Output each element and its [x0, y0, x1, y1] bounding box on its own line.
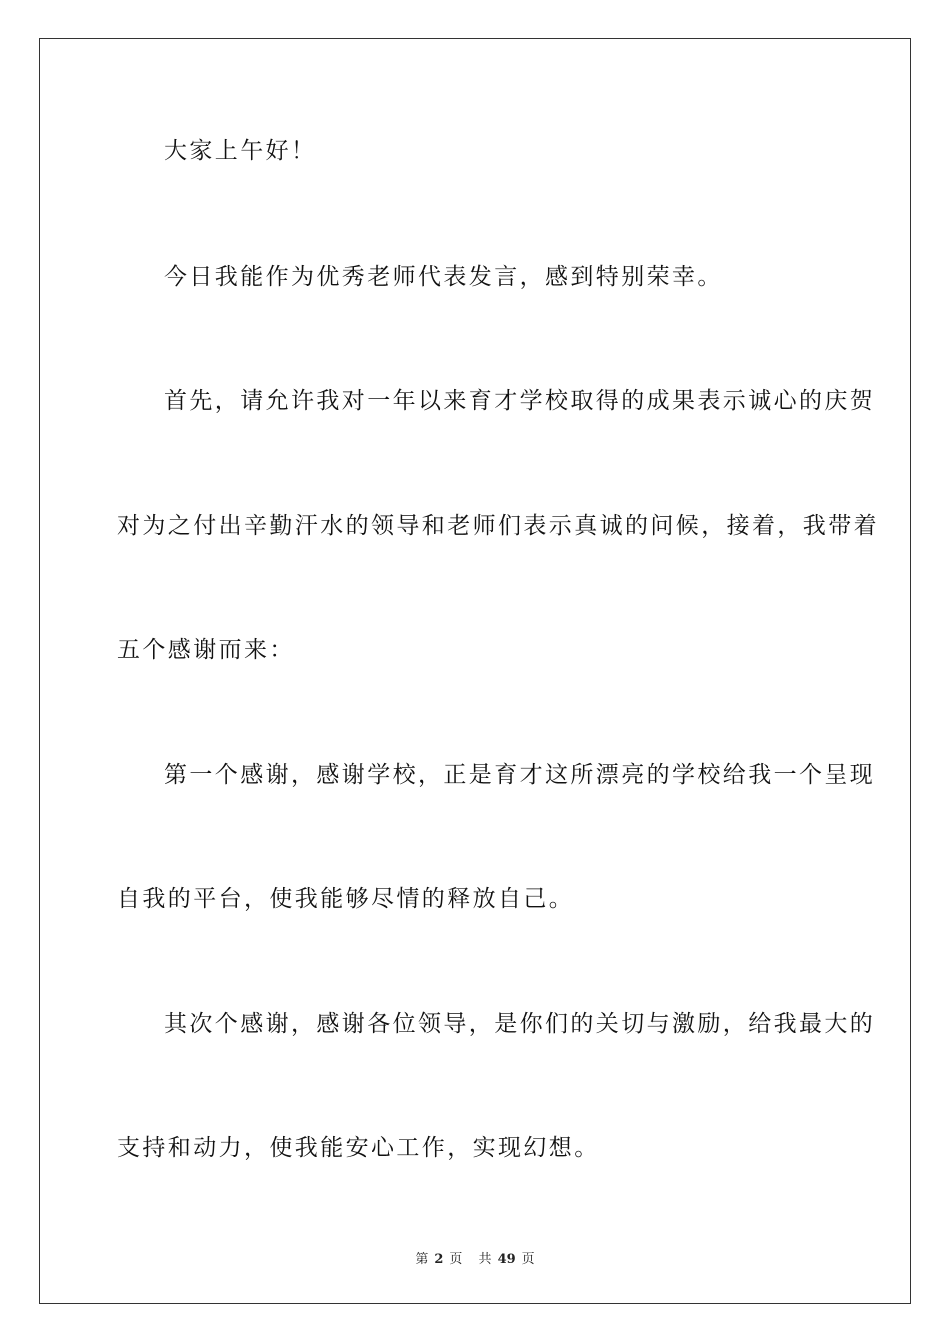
page-num: 2 [434, 1252, 444, 1267]
greeting-line: 大家上午好！ [164, 138, 317, 164]
paragraph-line: 自我的平台，使我能够尽情的释放自己。 [117, 886, 575, 912]
page-footer [0, 1248, 950, 1267]
total-prefix: 共 [478, 1252, 492, 1267]
total-num: 49 [497, 1252, 516, 1267]
page-prefix: 第 [415, 1252, 429, 1267]
page-suffix: 页 [449, 1252, 463, 1267]
paragraph-line: 支持和动力，使我能安心工作，实现幻想。 [117, 1135, 600, 1161]
page-number [412, 1252, 465, 1267]
paragraph-line: 对为之付出辛勤汗水的领导和老师们表示真诚的问候，接着，我带着 [117, 513, 879, 539]
total-suffix: 页 [521, 1252, 535, 1267]
paragraph-line: 第一个感谢，感谢学校，正是育才这所漂亮的学校给我一个呈现 [164, 762, 876, 788]
paragraph-line: 五个感谢而来： [117, 637, 295, 663]
paragraph-line: 首先，请允许我对一年以来育才学校取得的成果表示诚心的庆贺 [164, 388, 876, 414]
page-total [476, 1252, 538, 1267]
page-border [39, 38, 911, 1304]
paragraph-line: 今日我能作为优秀老师代表发言，感到特别荣幸。 [164, 264, 723, 290]
paragraph-line: 其次个感谢，感谢各位领导，是你们的关切与激励，给我最大的 [164, 1011, 876, 1037]
